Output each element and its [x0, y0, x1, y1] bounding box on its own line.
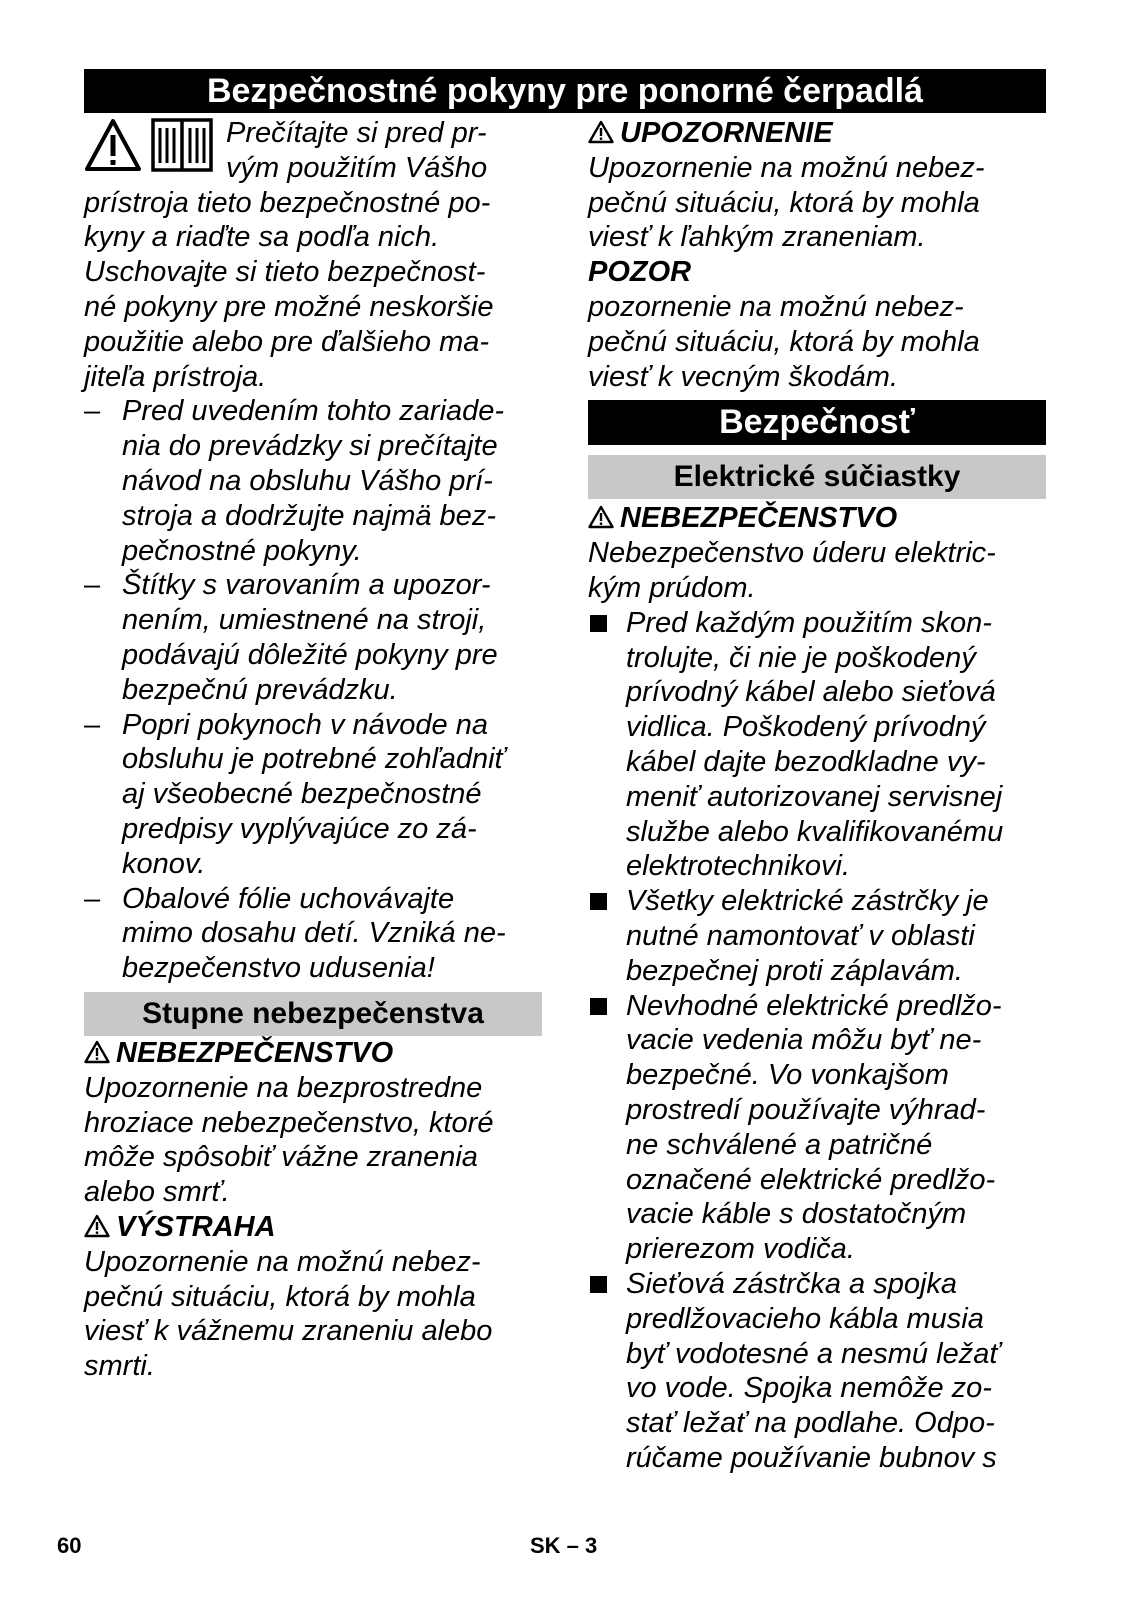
warning-signal-word: VÝSTRAHA — [84, 1210, 542, 1245]
warning-triangle-icon — [84, 116, 142, 174]
square-bullet-icon — [590, 998, 607, 1015]
list-item: Nevhodné elektrické predlžo- vacie vedenia môžu byť ne- bezpečné. Vo vonkajšom prostredí používajte výhrad- ne schválené a patričné označené elektrické predlžo- vacie káble s dostatočným prierezom vodiča. — [588, 989, 1046, 1267]
square-bullet-list — [588, 606, 1046, 1476]
dash-list — [84, 394, 542, 986]
list-item: Sieťová zástrčka a spojka predlžovacieho kábla musia byť vodotesné a nesmú ležať vo vode. Spojka nemôže zo- stať ležať na podlahe. Odpo- rúčame používanie bubnov s — [588, 1267, 1046, 1476]
safety-heading: Bezpečnosť — [588, 400, 1046, 445]
square-bullet-icon — [590, 615, 607, 632]
dash-bullet: – — [84, 395, 101, 428]
attention-description: pozornenie na možnú nebez- pečnú situáciu, ktorá by mohla viesť k vecným škodám. — [588, 290, 980, 393]
square-bullet-icon — [590, 1276, 607, 1293]
manual-book-icon — [150, 116, 214, 174]
page-number: 60 — [57, 1533, 82, 1558]
danger-levels-heading: Stupne nebezpečenstva — [84, 992, 542, 1036]
caution-description: Upozornenie na možnú nebez- pečnú situáciu, ktorá by mohla viesť k ľahkým zraneniam. — [588, 151, 985, 254]
electric-danger-description: Nebezpečenstvo úderu elektric- kým prúdom. — [588, 537, 996, 604]
right-column — [588, 116, 1046, 1476]
warning-triangle-icon — [84, 1214, 110, 1238]
left-column — [84, 116, 542, 1384]
danger-signal-word: NEBEZPEČENSTVO — [84, 1036, 542, 1071]
attention-signal-word: POZOR — [588, 256, 692, 289]
page-title: Bezpečnostné pokyny pre ponorné čerpadlá — [84, 69, 1046, 113]
electrical-components-heading: Elektrické súčiastky — [588, 455, 1046, 499]
dash-bullet: – — [84, 708, 101, 741]
section-code: SK – 3 — [530, 1533, 598, 1558]
warning-triangle-icon — [588, 505, 614, 529]
list-item: – Popri pokynoch v návode na obsluhu je potrebné zohľadniť aj všeobecné bezpečnostné predpisy vyplývajúce zo zá- konov. — [84, 708, 505, 880]
dash-bullet: – — [84, 569, 101, 602]
warning-description: Upozornenie na možnú nebez- pečnú situáciu, ktorá by mohla viesť k vážnemu zraneniu alebo smrti. — [84, 1245, 493, 1383]
list-item: – Pred uvedením tohto zariade- nia do prevádzky si prečítajte návod na obsluhu Vášho prí- stroja a dodržujte najmä bez- pečnostné pokyny. — [84, 395, 505, 567]
dash-bullet: – — [84, 882, 101, 915]
list-item: – Štítky s varovaním a upozor- nením, umiestnené na stroji, podávajú dôležité pokyny pre bezpečnú prevádzku. — [84, 569, 498, 706]
electric-danger-signal-word: NEBEZPEČENSTVO — [588, 501, 1046, 536]
keep-instructions-text: Uschovajte si tieto bezpečnost- né pokyny pre možné neskoršie použitie alebo pre ďalšieho ma- jiteľa prístroja. — [84, 256, 494, 393]
intro-text: Prečítajte si pred pr- vým použitím Vášho prístroja tieto bezpečnostné po- kyny a riaďte sa podľa nich. — [84, 117, 491, 254]
list-item: – Obalové fólie uchovávajte mimo dosahu detí. Vzniká ne- bezpečenstvo udusenia! — [84, 882, 506, 985]
intro-icons — [84, 116, 216, 180]
list-item: Všetky elektrické zástrčky je nutné namontovať v oblasti bezpečnej proti záplavám. — [588, 884, 1046, 988]
warning-triangle-icon — [84, 1040, 110, 1064]
list-item: Pred každým použitím skon- trolujte, či nie je poškodený prívodný kábel alebo sieťová vidlica. Poškodený prívodný kábel dajte bezodkladne vy- meniť autorizovanej servisnej službe alebo kvalifikovanému elektrotechnikovi. — [588, 606, 1046, 884]
square-bullet-icon — [590, 893, 607, 910]
caution-signal-word: UPOZORNENIE — [588, 116, 1046, 151]
danger-description: Upozornenie na bezprostredne hroziace nebezpečenstvo, ktoré môže spôsobiť vážne zranenia alebo smrť. — [84, 1071, 494, 1209]
warning-triangle-icon — [588, 120, 614, 144]
